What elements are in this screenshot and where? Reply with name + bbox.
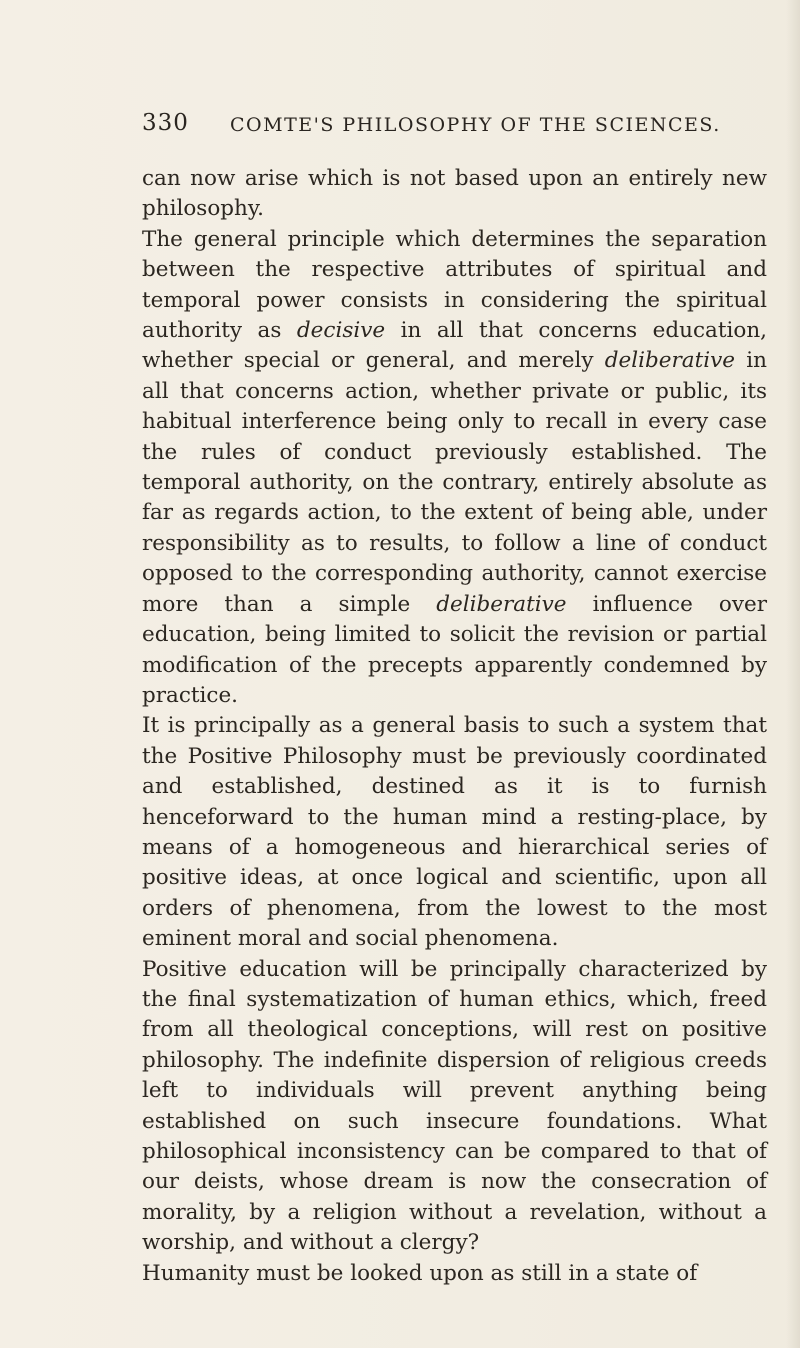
- paragraph-2-text-3: in all that concerns action, whether private or public, its habitual interference being only to recall in every case the rules of conduct previously established. The temporal authority, on the contrary, entirely absolute as far as regards action, to the extent of being able, under responsibility as to results, to follow a line of conduct opposed to the corresponding authority, cannot exercise more than a simple: [142, 348, 767, 617]
- paragraph-3-text: It is principally as a general basis to such a system that the Positive Philosophy must be previously coordinated and established, destined as it is to furnish henceforward to the human mind a resting-place, by means of a homogeneous and hierarchical series of positive ideas, at once logical and scientific, upon all orders of phenomena, from the lowest to the most eminent moral and social phenomena.: [142, 713, 767, 952]
- page-edge-shadow: [786, 0, 800, 1348]
- paragraph-2: [142, 225, 767, 712]
- paragraph-1-text: can now arise which is not based upon an entirely new philosophy.: [142, 166, 767, 222]
- paragraph-2-text-2: in all that concerns education, whether special or general, and merely: [142, 318, 768, 374]
- page-header: [142, 110, 762, 144]
- paragraph-2-text-1: The general principle which determines the separation between the respective attributes of spiritual and temporal power consists in considering the spiritual authority as: [142, 226, 767, 344]
- paragraph-5-text: Humanity must be looked upon as still in a state of: [142, 1260, 698, 1286]
- paragraph-2-italic-deliberative-2: deliberative: [436, 591, 567, 617]
- paragraph-5: [142, 1259, 767, 1289]
- paragraph-3: [142, 711, 767, 954]
- paragraph-2-italic-decisive: decisive: [296, 318, 386, 344]
- paragraph-4: [142, 955, 767, 1259]
- paragraph-1: [142, 164, 767, 225]
- running-title: COMTE'S PHILOSOPHY OF THE SCIENCES.: [230, 114, 721, 136]
- body-text: [142, 164, 767, 1289]
- paragraph-4-text: Positive education will be principally characterized by the final systematization of human ethics, which, freed from all theological conceptions, will rest on positive philosophy. The indefinite dispersion of religious creeds left to individuals will prevent anything being established on such insecure foundations. What philosophical inconsistency can be compared to that of our deists, whose dream is now the consecration of morality, by a religion without a revelation, without a worship, and without a clergy?: [142, 956, 767, 1256]
- page-number: 330: [142, 110, 189, 136]
- paragraph-2-text-4: influence over education, being limited to solicit the revision or partial modification of the precepts apparently condemned by practice.: [142, 591, 767, 708]
- paragraph-2-italic-deliberative-1: deliberative: [604, 348, 736, 374]
